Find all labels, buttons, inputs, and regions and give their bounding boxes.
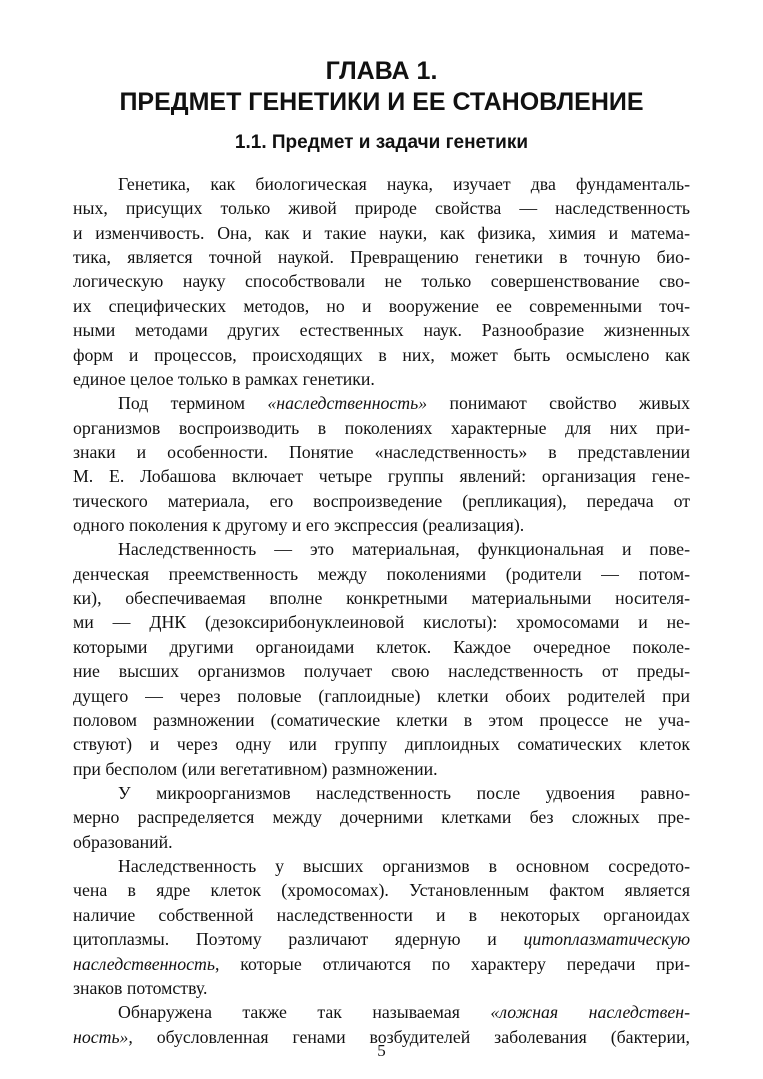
text-line: знаков потомству. [73, 977, 208, 998]
text-line: цитоплазмы. Поэтому различают ядерную и цитоплазматическую [73, 929, 690, 950]
italic-term: цитоплазматическую [523, 929, 690, 950]
text-line: при бесполом (или вегетативном) размножении. [73, 758, 438, 779]
text-line: форм и процессов, происходящих в них, может быть осмыслено как [73, 344, 690, 365]
text-line: Наследственность — это материальная, функциональная и пове- [118, 539, 690, 560]
text-line: ствуют) и через одну или группу диплоидных соматических клеток [73, 734, 690, 755]
text-line: единое целое только в рамках генетики. [73, 368, 375, 389]
text-line: организмов воспроизводить в поколениях характерные для них при- [73, 417, 690, 438]
text-line: наличие собственной наследственности и в некоторых органоидах [73, 904, 690, 925]
text-line: Под термином «наследственность» понимают свойство живых [118, 393, 690, 414]
text-line: одного поколения к другому и его экспрессия (реализация). [73, 515, 525, 536]
text-line: мерно распределяется между дочерними клетками без сложных пре- [73, 807, 690, 828]
chapter-title: ПРЕДМЕТ ГЕНЕТИКИ И ЕЕ СТАНОВЛЕНИЕ [119, 88, 644, 116]
text-line: которыми другими органоидами клеток. Каждое очередное поколе- [73, 636, 690, 657]
text-line: их специфических методов, но и вооружение ее современными точ- [73, 295, 690, 316]
chapter-number: ГЛАВА 1. [325, 57, 438, 85]
section-title: 1.1. Предмет и задачи генетики [234, 132, 529, 153]
text-line: дущего — через половые (гаплоидные) клетки обоих родителей при [73, 685, 690, 706]
text-line: ние высших организмов получает свою наследственность от преды- [73, 661, 690, 682]
text-line: чена в ядре клеток (хромосомах). Установленным фактом является [73, 880, 690, 901]
italic-term: «наследственность» [267, 393, 428, 414]
page-number: 5 [377, 1041, 386, 1060]
text-line: Генетика, как биологическая наука, изучает два фундаменталь- [118, 174, 690, 194]
text-line: У микроорганизмов наследственность после удвоения равно- [118, 782, 690, 803]
text-line: ки), обеспечиваемая вполне конкретными материальными носителя- [73, 588, 690, 609]
text-line: ность», обусловленная генами возбудителей заболевания (бактерии, [73, 1026, 690, 1047]
text-line: ми — ДНК (дезоксирибонуклеиновой кислоты): хромосомами и не- [73, 612, 690, 633]
text-line: логическую науку способствовали не только совершенствование сво- [73, 271, 690, 292]
body-text [73, 172, 690, 1049]
text-line: ных, присущих только живой природе свойства — наследственность [73, 198, 690, 219]
italic-term: ность», [73, 1026, 133, 1047]
text-line: образований. [73, 831, 173, 852]
text-line: Обнаружена также так называемая «ложная наследствен- [118, 1002, 690, 1023]
text-line: ными методами других естественных наук. Разнообразие жизненных [73, 320, 690, 341]
text-line: наследственность, которые отличаются по характеру передачи при- [73, 953, 690, 974]
text-line: М. Е. Лобашова включает четыре группы явлений: организация гене- [73, 466, 690, 487]
text-line: и изменчивость. Она, как и такие науки, как физика, химия и матема- [73, 222, 690, 243]
text-line: тического материала, его воспроизведение (репликация), передача от [73, 490, 690, 511]
text-line: денческая преемственность между поколениями (родители — потом- [73, 563, 690, 584]
text-line: половом размножении (соматические клетки в этом процессе не уча- [73, 709, 690, 730]
text-line: тика, является точной наукой. Превращению генетики в точную био- [73, 247, 690, 268]
italic-term: наследственность [73, 953, 215, 974]
italic-term: «ложная наследствен- [490, 1002, 690, 1023]
text-line: Наследственность у высших организмов в основном сосредото- [118, 856, 690, 877]
text-line: знаки и особенности. Понятие «наследственность» в представлении [73, 441, 690, 462]
